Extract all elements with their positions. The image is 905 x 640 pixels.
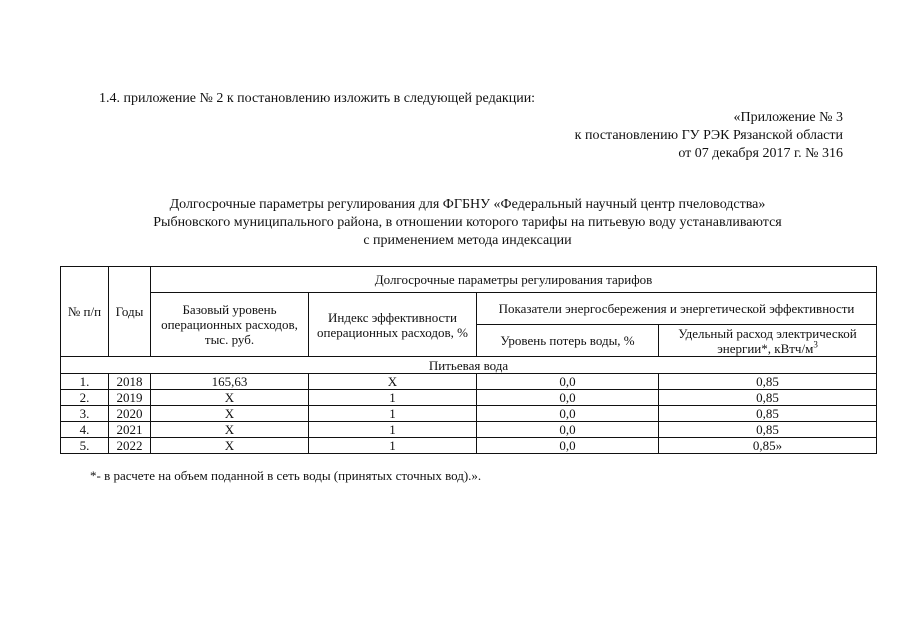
cell-consumption: 0,85	[659, 422, 877, 438]
intro-text: 1.4. приложение № 2 к постановлению изложить в следующей редакции:	[99, 91, 536, 106]
header-years: Годы	[109, 267, 151, 357]
cell-loss: 0,0	[477, 438, 659, 454]
cell-num: 3.	[61, 406, 109, 422]
header-water-loss: Уровень потерь воды, %	[477, 325, 659, 357]
cell-base: 165,63	[151, 374, 309, 390]
footnote: *- в расчете на объем поданной в сеть воды (принятых сточных вод).».	[90, 468, 482, 483]
cell-year: 2021	[109, 422, 151, 438]
section-drinking-water: Питьевая вода	[61, 357, 877, 374]
cell-loss: 0,0	[477, 422, 659, 438]
cell-index: 1	[309, 390, 477, 406]
cell-index: 1	[309, 406, 477, 422]
cell-num: 4.	[61, 422, 109, 438]
cell-index: X	[309, 374, 477, 390]
cell-year: 2019	[109, 390, 151, 406]
table-row	[61, 438, 877, 454]
cell-consumption: 0,85	[659, 406, 877, 422]
cell-base: X	[151, 390, 309, 406]
document-title-line-2: Рыбновского муниципального района, в отношении которого тарифы на питьевую воду устанавливаются	[153, 215, 782, 230]
appendix-date: от 07 декабря 2017 г. № 316	[678, 146, 843, 161]
document-title-line-1: Долгосрочные параметры регулирования для ФГБНУ «Федеральный научный центр пчеловодства»	[169, 197, 766, 212]
header-efficiency-index: Индекс эффективности операционных расходов, %	[309, 293, 477, 357]
cell-num: 1.	[61, 374, 109, 390]
header-num: № п/п	[61, 267, 109, 357]
cell-num: 2.	[61, 390, 109, 406]
header-energy-group: Показатели энергосбережения и энергетической эффективности	[477, 293, 877, 325]
cell-base: X	[151, 406, 309, 422]
table-row	[61, 406, 877, 422]
cell-loss: 0,0	[477, 374, 659, 390]
appendix-resolution: к постановлению ГУ РЭК Рязанской области	[574, 128, 843, 143]
cell-loss: 0,0	[477, 406, 659, 422]
cell-year: 2018	[109, 374, 151, 390]
header-base-level: Базовый уровень операционных расходов, тыс. руб.	[151, 293, 309, 357]
cell-consumption: 0,85	[659, 390, 877, 406]
cell-consumption: 0,85»	[659, 438, 877, 454]
header-energy-consumption: Удельный расход электрической энергии*, кВтч/$м^3$	[659, 325, 877, 357]
document-title-line-3: с применением метода индексации	[363, 233, 572, 248]
cell-base: X	[151, 422, 309, 438]
cell-base: X	[151, 438, 309, 454]
table-row	[61, 422, 877, 438]
cell-num: 5.	[61, 438, 109, 454]
appendix-number: «Приложение № 3	[733, 110, 843, 125]
table-row	[61, 374, 877, 390]
parameters-table	[60, 266, 877, 454]
cell-year: 2022	[109, 438, 151, 454]
cell-year: 2020	[109, 406, 151, 422]
cell-loss: 0,0	[477, 390, 659, 406]
cell-consumption: 0,85	[659, 374, 877, 390]
cell-index: 1	[309, 438, 477, 454]
table-row	[61, 390, 877, 406]
header-group: Долгосрочные параметры регулирования тарифов	[151, 267, 877, 293]
cell-index: 1	[309, 422, 477, 438]
